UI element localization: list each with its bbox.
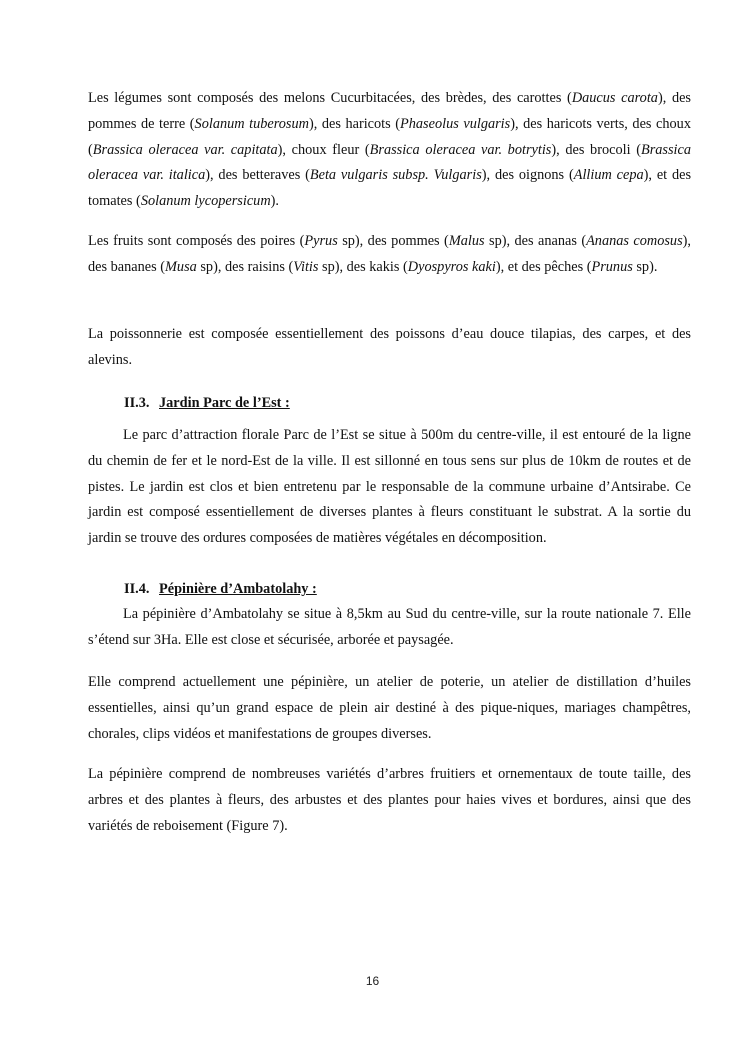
species-name: Brassica oleracea var. capitata	[92, 141, 278, 158]
section-title: Jardin Parc de l’Est :	[159, 395, 290, 411]
section-title: Pépinière d’Ambatolahy :	[159, 581, 317, 597]
species-name: Malus	[448, 233, 485, 249]
text-run: sp), des ananas (	[484, 233, 587, 249]
section-heading-jardin-parc	[124, 393, 290, 413]
species-name: Dyospyros kaki	[407, 258, 496, 275]
page-number: 16	[365, 974, 380, 988]
text-run: ), et des pêches (	[495, 258, 592, 275]
text-run: ), des betteraves (	[205, 167, 310, 184]
paragraph-pepiniere-location: La pépinière d’Ambatolahy se situe à 8,5km au Sud du centre-ville, sur la route nationale 7. Elle s’étend sur 3Ha. Elle est close et sécurisée, arborée et paysagée.	[88, 606, 691, 648]
text-run: ), et des tomates (	[88, 167, 692, 210]
species-name: Phaseolus vulgaris	[400, 115, 511, 132]
species-name: Daucus carota	[571, 90, 658, 106]
section-heading-pepiniere	[124, 579, 317, 599]
paragraph-parc-est: Le parc d’attraction florale Parc de l’Est se situe à 500m du centre-ville, il est entouré de la ligne du chemin de fer et le nord-Est de la ville. Il est sillonné en tous sens sur plus de 10km de routes et de pistes. Le jardin est clos et bien entretenu par le responsable de la commune urbaine d’Antsirabe. Ce jardin est composé essentiellement de diverses plantes à fleurs constituant le substrat. A la sortie du jardin se trouve des ordures composées de matières végétales en décomposition.	[88, 427, 691, 547]
paragraph-pepiniere-varieties: La pépinière comprend de nombreuses variétés d’arbres fruitiers et ornementaux de toute taille, des arbres et des plantes à fleurs, des arbustes et des plantes pour haies vives et bordures, ainsi que des variétés de reboisement (Figure 7).	[88, 766, 691, 834]
text-run: sp), des kakis (	[318, 258, 408, 275]
text-run: sp), des raisins (	[196, 258, 294, 275]
text-run: sp).	[632, 258, 658, 275]
paragraph-pepiniere-facilities: Elle comprend actuellement une pépinière, un atelier de poterie, un atelier de distillation d’huiles essentielles, ainsi qu’un grand espace de plein air destiné à des pique-niques, mariages champêtres, chorales, clips vidéos et manifestations de groupes diverses.	[88, 674, 691, 742]
species-name: Brassica oleracea var. botrytis	[369, 141, 552, 158]
text-run: ), des pommes de terre (	[88, 90, 691, 132]
species-name: Ananas comosus	[586, 233, 683, 249]
text-run: ), des oignons (	[481, 167, 574, 184]
text-run: ), choux fleur (	[277, 141, 370, 158]
species-name: Vitis	[293, 258, 319, 275]
text-run: ), des haricots verts, des choux (	[88, 115, 691, 158]
species-name: Allium cepa	[573, 167, 644, 184]
species-name: Prunus	[591, 258, 633, 275]
paragraph-fishmarket: La poissonnerie est composée essentiellement des poissons d’eau douce tilapias, des carpes, et des alevins.	[88, 326, 691, 368]
paragraph-fruits	[88, 229, 691, 281]
species-name: Pyrus	[304, 233, 338, 249]
species-name: Solanum tuberosum	[194, 115, 309, 132]
species-name: Beta vulgaris subsp. Vulgaris	[309, 167, 482, 184]
paragraph-vegetables	[88, 86, 691, 215]
text-run: ), des bananes (	[88, 233, 691, 275]
species-name: Solanum lycopersicum	[140, 193, 271, 210]
text-run: ), des brocoli (	[551, 141, 641, 158]
text-run: Les légumes sont composés des melons Cucurbitacées, des brèdes, des carottes (	[88, 90, 572, 106]
text-run: ), des haricots (	[308, 115, 401, 132]
species-name: Brassica oleracea var. italica	[88, 141, 692, 184]
section-number: II.4.	[124, 581, 150, 597]
section-number: II.3.	[124, 395, 150, 411]
species-name: Musa	[165, 258, 197, 275]
text-run: sp), des pommes (	[337, 233, 449, 249]
text-run: Les fruits sont composés des poires (	[88, 233, 305, 249]
text-run: ).	[270, 193, 279, 210]
